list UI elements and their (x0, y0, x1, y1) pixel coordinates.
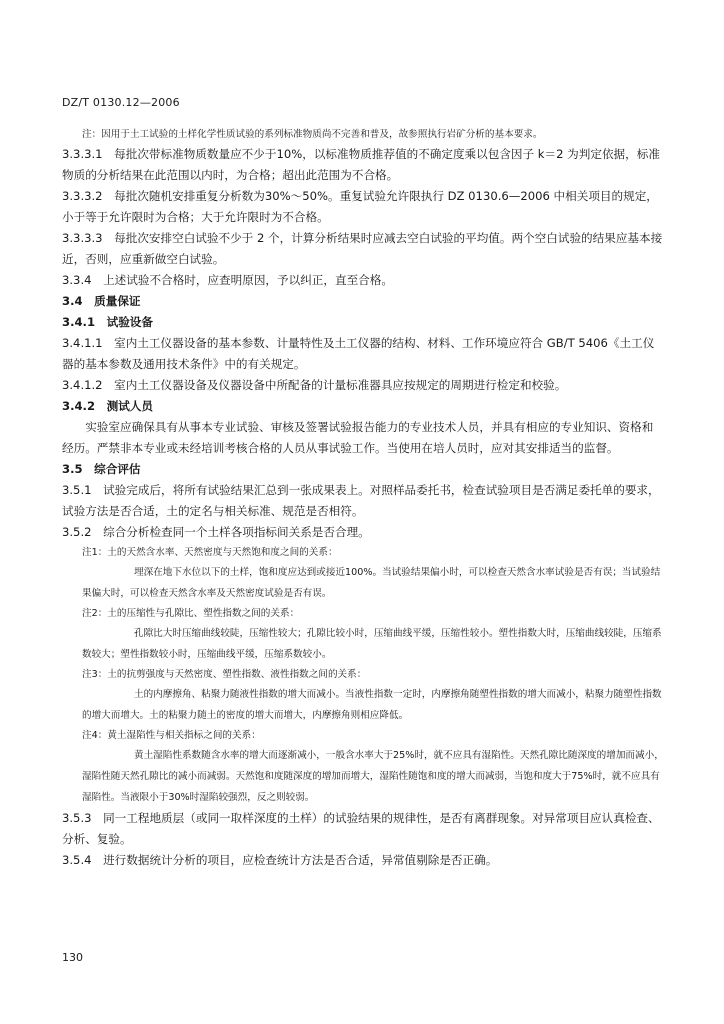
personnel-paragraph: 实验室应确保具有从事本专业试验、审核及签署试验报告能力的专业技术人员，并具有相应的专业知识、资格和经历。严禁非本专业或未经培训考核合格的人员从事试验工作。当使用在培人员时，应对其安排适当的监督。 (62, 420, 654, 455)
note-1-body: 埋深在地下水位以下的土样，饱和度应达到或接近100%。当试验结果偏小时，可以检查天然含水率试验是否有误；当试验结果偏大时，可以检查天然含水率及天然密度试验是否有误。 (82, 567, 661, 599)
note-2-title: 注2：土的压缩性与孔隙比、塑性指数之间的关系： (82, 608, 300, 619)
clause-3-3-3-3: 3.3.3.3 每批次安排空白试验不少于 2 个，计算分析结果时应减去空白试验的平均值。两个空白试验的结果应基本接近，否则，应重新做空白试验。 (62, 231, 663, 266)
clause-3-3-3-1: 3.3.3.1 每批次带标准物质数量应不少于10%，以标准物质推荐值的不确定度乘以包含因子 k＝2 为判定依据，标准物质的分析结果在此范围以内时，为合格；超出此范围为不合格。 (62, 147, 660, 182)
standard-code: DZ/T 0130.12—2006 (62, 96, 180, 109)
heading-3-4-1: 3.4.1 试验设备 (62, 315, 153, 329)
clause-3-5-3: 3.5.3 同一工程地质层（或同一取样深度的土样）的试验结果的规律性，是否有离群现象。对异常项目应认真检查、分析、复验。 (62, 811, 660, 846)
note-paragraph: 注：因用于土工试验的土样化学性质试验的系列标准物质尚不完善和普及，故参照执行岩矿分析的基本要求。 (82, 129, 543, 140)
heading-3-4-2: 3.4.2 测试人员 (62, 399, 153, 413)
clause-3-3-3-2: 3.3.3.2 每批次随机安排重复分析数为30%～50%。重复试验允许限执行 DZ 0130.6—2006 中相关项目的规定，小于等于允许限时为合格；大于允许限时为不合格。 (62, 189, 658, 224)
clause-3-4-1-2: 3.4.1.2 室内土工仪器设备及仪器设备中所配备的计量标准器具应按规定的周期进行检定和校验。 (62, 378, 567, 392)
clause-3-5-2: 3.5.2 综合分析检查同一个土样各项指标间关系是否合理。 (62, 525, 370, 539)
page-number: 130 (62, 951, 83, 964)
note-2-body: 孔隙比大时压缩曲线较陡，压缩性较大；孔隙比较小时，压缩曲线平缓，压缩性较小。塑性指数大时，压缩曲线较陡，压缩系数较大；塑性指数较小时，压缩曲线平缓，压缩系数较小。 (82, 628, 662, 660)
note-1-title: 注1：土的天然含水率、天然密度与天然饱和度之间的关系： (82, 547, 338, 558)
clause-3-5-4: 3.5.4 进行数据统计分析的项目，应检查统计方法是否合适，异常值剔除是否正确。 (62, 853, 498, 867)
note-3-body: 土的内摩擦角、粘聚力随液性指数的增大而减小。当液性指数一定时，内摩擦角随塑性指数的增大而减小，粘聚力随塑性指数的增大而增大。土的粘聚力随土的密度的增大而增大，内摩擦角则相应降低。 (82, 689, 662, 721)
note-3-title: 注3：土的抗剪强度与天然密度、塑性指数、液性指数之间的关系： (82, 669, 367, 680)
note-4-title: 注4：黄土湿陷性与相关指标之间的关系： (82, 730, 261, 741)
clause-3-4-1-1: 3.4.1.1 室内土工仪器设备的基本参数、计量特性及土工仪器的结构、材料、工作环境应符合 GB/T 5406《土工仪器的基本参数及通用技术条件》中的有关规定。 (62, 336, 655, 371)
heading-3-5: 3.5 综合评估 (62, 462, 141, 476)
heading-3-4: 3.4 质量保证 (62, 294, 141, 308)
note-4-body: 黄土湿陷性系数随含水率的增大而逐渐减小，一般含水率大于25%时，就不应具有湿陷性。天然孔隙比随深度的增加而减小，湿陷性随天然孔隙比的减小而减弱。天然饱和度随深度的增加而增大，湿陷性随饱和度的增大而减弱，当饱和度大于75%时，就不应具有湿陷性。当液限小于30%时湿陷较强烈，反之则较弱。 (82, 750, 664, 803)
document-body (62, 125, 664, 871)
clause-3-3-4: 3.3.4 上述试验不合格时，应查明原因，予以纠正，直至合格。 (62, 273, 393, 287)
clause-3-5-1: 3.5.1 试验完成后，将所有试验结果汇总到一张成果表上。对照样品委托书，检查试验项目是否满足委托单的要求，试验方法是否合适，土的定名与相关标准、规范是否相符。 (62, 483, 660, 518)
